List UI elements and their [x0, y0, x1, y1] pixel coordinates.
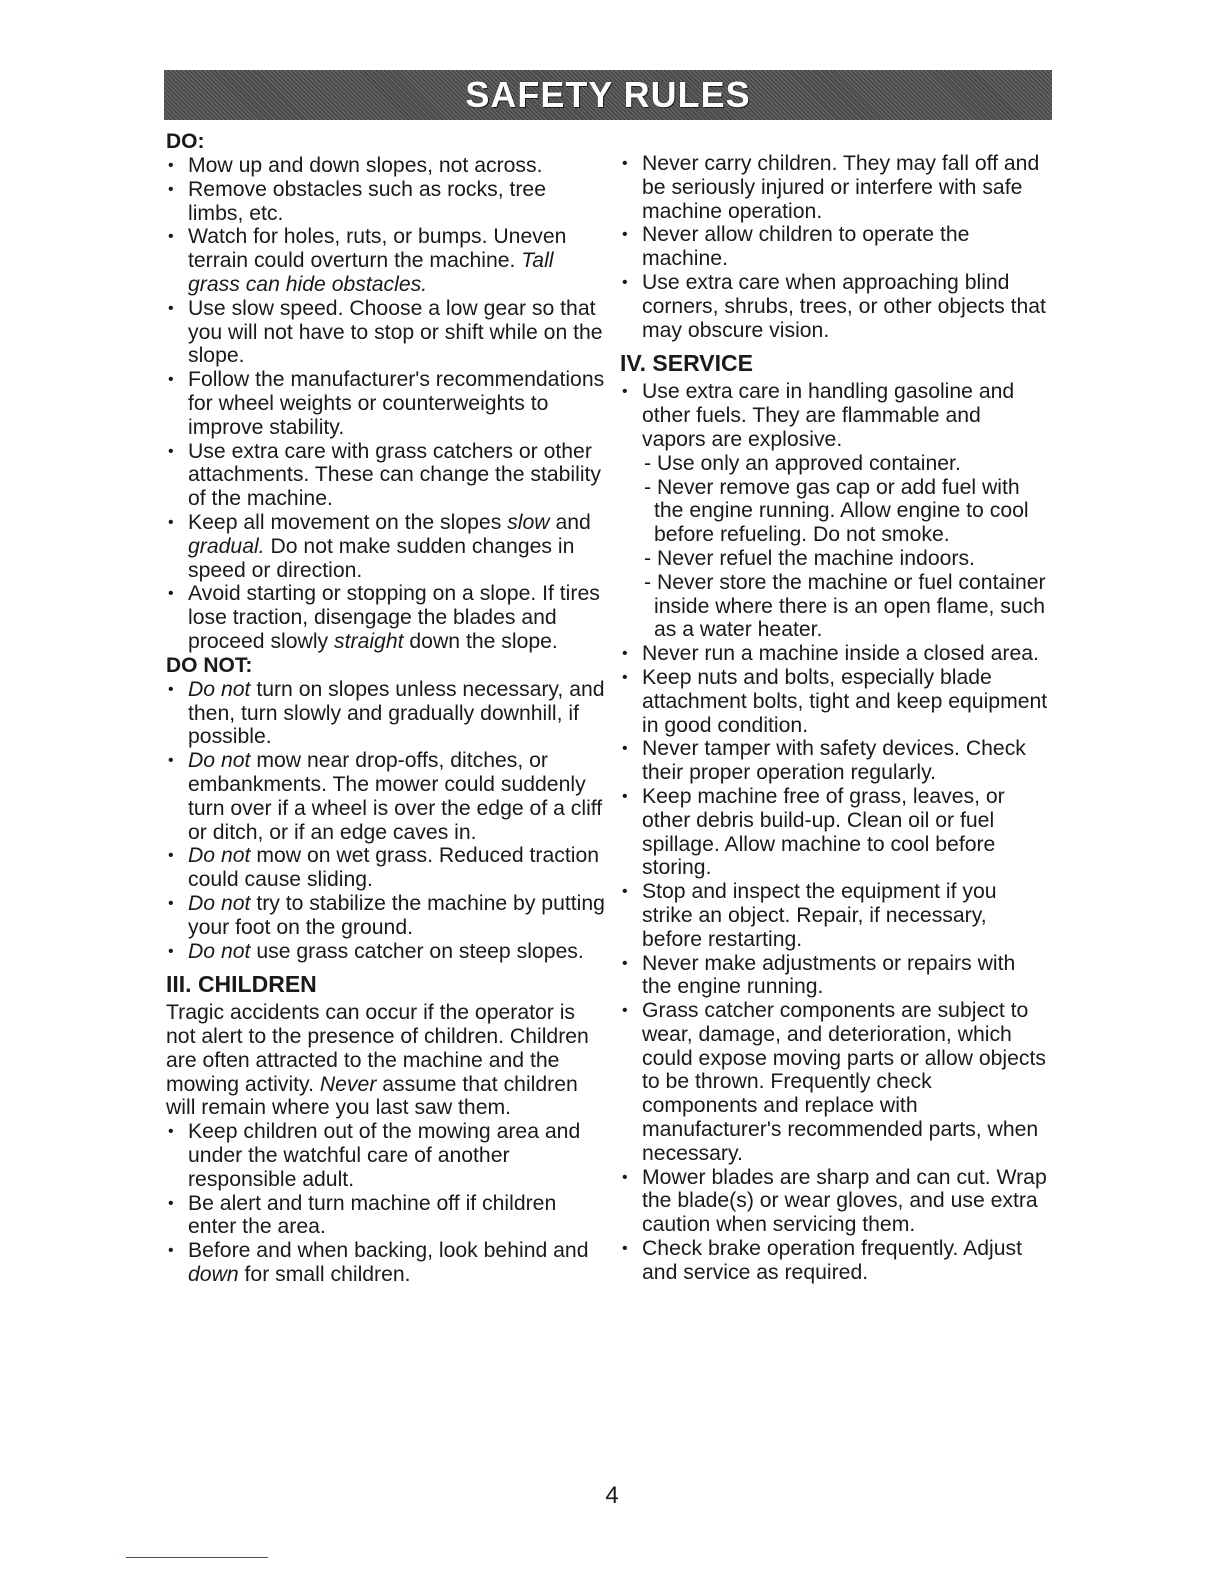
children-list: [166, 1120, 606, 1287]
list-item: • Use slow speed. Choose a low gear so that you will not have to stop or shift while on the slope.: [166, 297, 606, 368]
list-item: • Stop and inspect the equipment if you strike an object. Repair, if necessary, before restarting.: [620, 880, 1050, 951]
right-column: [620, 152, 1050, 1285]
list-item: • Use extra care in handling gasoline and other fuels. They are flammable and vapors are explosive.: [620, 380, 1050, 451]
list-item: • Never make adjustments or repairs with the engine running.: [620, 952, 1050, 1000]
list-item: • Do not use grass catcher on steep slopes.: [166, 940, 606, 964]
list-item: • Mow up and down slopes, not across.: [166, 154, 606, 178]
service-list: [620, 380, 1050, 1284]
children-intro: Tragic accidents can occur if the operator is not alert to the presence of children. Children are often attracted to the machine and the mowing activity. Never assume that children will remain where you last saw them.: [166, 1001, 589, 1120]
do-not-heading: DO NOT:: [166, 653, 253, 677]
sub-item: - Use only an approved container.: [644, 451, 961, 475]
banner-title: SAFETY RULES: [465, 74, 751, 115]
list-item: • Do not mow on wet grass. Reduced traction could cause sliding.: [166, 844, 606, 892]
list-item: • Watch for holes, ruts, or bumps. Uneven terrain could overturn the machine. Tall grass can hide obstacles.: [166, 225, 606, 296]
sub-item: - Never store the machine or fuel container inside where there is an open flame, such as a water heater.: [644, 570, 1046, 642]
service-heading: IV. SERVICE: [620, 350, 753, 377]
list-item: • Remove obstacles such as rocks, tree limbs, etc.: [166, 178, 606, 226]
list-item: • Keep nuts and bolts, especially blade attachment bolts, tight and keep equipment in good condition.: [620, 666, 1050, 737]
sub-item: - Never remove gas cap or add fuel with the engine running. Allow engine to cool before refueling. Do not smoke.: [644, 475, 1029, 547]
sub-item: - Never refuel the machine indoors.: [644, 546, 975, 570]
left-column: [166, 130, 606, 1287]
do-not-list: [166, 678, 606, 964]
list-item: • Be alert and turn machine off if children enter the area.: [166, 1192, 606, 1240]
list-item: • Keep children out of the mowing area and under the watchful care of another responsible adult.: [166, 1120, 606, 1191]
list-item: • Use extra care when approaching blind corners, shrubs, trees, or other objects that may obscure vision.: [620, 271, 1050, 342]
do-heading: DO:: [166, 130, 205, 153]
list-item: • Never run a machine inside a closed area.: [620, 642, 1050, 666]
list-item: • Mower blades are sharp and can cut. Wrap the blade(s) or wear gloves, and use extra caution when servicing them.: [620, 1166, 1050, 1237]
list-item: • Grass catcher components are subject to wear, damage, and deterioration, which could expose moving parts or allow objects to be thrown. Frequently check components and replace with manufacturer's recommended parts, when necessary.: [620, 999, 1050, 1166]
list-item: • Never allow children to operate the machine.: [620, 223, 1050, 271]
list-item: • Use extra care with grass catchers or other attachments. These can change the stability of the machine.: [166, 440, 606, 511]
list-item: • Follow the manufacturer's recommendations for wheel weights or counterweights to improve stability.: [166, 368, 606, 439]
list-item: • Do not try to stabilize the machine by putting your foot on the ground.: [166, 892, 606, 940]
list-item: • Never tamper with safety devices. Check their proper operation regularly.: [620, 737, 1050, 785]
list-item: • Keep all movement on the slopes slow and gradual. Do not make sudden changes in speed or direction.: [166, 511, 606, 582]
list-item: • Do not mow near drop-offs, ditches, or embankments. The mower could suddenly turn over if a wheel is over the edge of a cliff or ditch, or if an edge caves in.: [166, 749, 606, 844]
children-heading: III. CHILDREN: [166, 971, 317, 998]
list-item: • Avoid starting or stopping on a slope. If tires lose traction, disengage the blades and proceed slowly straight down the slope.: [166, 582, 606, 653]
list-item: • Check brake operation frequently. Adjust and service as required.: [620, 1237, 1050, 1285]
section-banner: [164, 70, 1052, 120]
children-list-continued: [620, 152, 1050, 342]
list-item: • Before and when backing, look behind and down for small children.: [166, 1239, 606, 1287]
list-item: • Do not turn on slopes unless necessary, and then, turn slowly and gradually downhill, if possible.: [166, 678, 606, 749]
list-item: • Never carry children. They may fall off and be seriously injured or interfere with safe machine operation.: [620, 152, 1050, 223]
list-item: • Keep machine free of grass, leaves, or other debris build-up. Clean oil or fuel spillage. Allow machine to cool before storing.: [620, 785, 1050, 880]
do-list: [166, 154, 606, 654]
footer-rule: [126, 1557, 268, 1558]
page-number: 4: [605, 1482, 619, 1509]
